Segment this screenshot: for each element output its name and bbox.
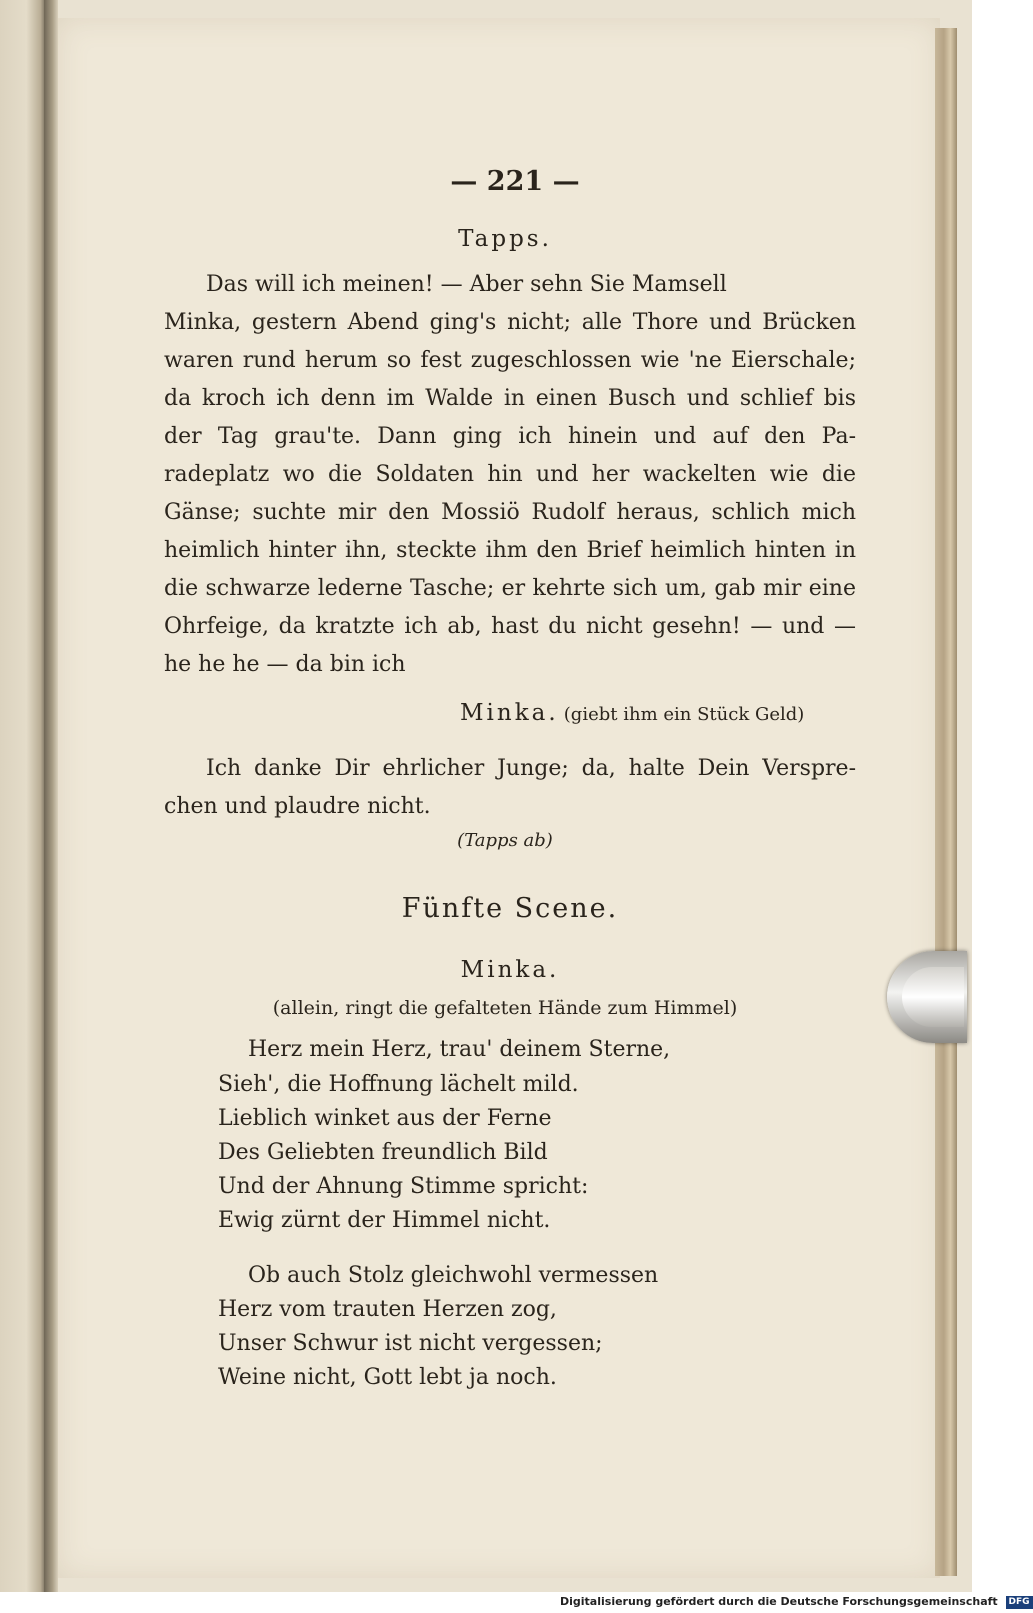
tapps-line: der Tag grau'te. Dann ging ich hinein und auf den Pa- bbox=[164, 424, 856, 449]
tapps-line: Minka, gestern Abend ging's nicht; alle Thore und Brücken bbox=[164, 310, 856, 335]
verse-line: Ob auch Stolz gleichwohl vermessen bbox=[248, 1263, 659, 1288]
tapps-line: radeplatz wo die Soldaten hin und her wackelten wie die bbox=[164, 462, 856, 487]
verse-line: Sieh', die Hoffnung lächelt mild. bbox=[218, 1072, 579, 1097]
left-page-edge bbox=[0, 0, 44, 1592]
verse-line: Herz vom trauten Herzen zog, bbox=[218, 1297, 557, 1322]
speaker-minka: Minka. bbox=[460, 957, 560, 983]
tapps-line: heimlich hinter ihn, steckte ihm den Brief heimlich hinten in bbox=[164, 538, 856, 563]
digitization-credit bbox=[560, 1595, 1030, 1613]
stage-direction-exit: (Tapps ab) bbox=[457, 830, 553, 851]
tapps-line: Gänse; suchte mir den Mossiö Rudolf heraus, schlich mich bbox=[164, 500, 856, 525]
book-gutter bbox=[44, 0, 58, 1592]
stage-direction: (giebt ihm ein Stück Geld) bbox=[563, 704, 805, 725]
verse-line: Weine nicht, Gott lebt ja noch. bbox=[218, 1365, 557, 1390]
tapps-line: waren rund herum so fest zugeschlossen wie 'ne Eierschale; bbox=[164, 348, 856, 373]
speaker-tapps: Tapps. bbox=[458, 226, 552, 252]
credit-text: Digitalisierung gefördert durch die Deutsche Forschungsgemeinschaft bbox=[560, 1595, 998, 1608]
tapps-line: Ohrfeige, da kratzte ich ab, hast du nicht gesehn! — und — bbox=[164, 614, 856, 639]
verse-line: Ewig zürnt der Himmel nicht. bbox=[218, 1208, 551, 1233]
scene-heading: Fünfte Scene. bbox=[401, 893, 619, 924]
verse-line: Und der Ahnung Stimme spricht: bbox=[218, 1174, 589, 1199]
tapps-line: die schwarze lederne Tasche; er kehrte sich um, gab mir eine bbox=[164, 576, 856, 601]
verse-line: Herz mein Herz, trau' deinem Sterne, bbox=[248, 1037, 671, 1062]
page-edges bbox=[935, 28, 957, 1576]
speaker-minka-line bbox=[460, 700, 804, 726]
verse-line: Des Geliebten freundlich Bild bbox=[218, 1140, 548, 1165]
tapps-line: he he he — da bin ich bbox=[164, 652, 406, 677]
minka-line: chen und plaudre nicht. bbox=[164, 794, 431, 819]
verse-line: Unser Schwur ist nicht vergessen; bbox=[218, 1331, 603, 1356]
page-number: — 221 — bbox=[450, 166, 580, 197]
stage-direction: (allein, ringt die gefalteten Hände zum Himmel) bbox=[272, 997, 738, 1019]
speaker-minka: Minka. bbox=[460, 700, 559, 726]
dfg-logo: DFG bbox=[1006, 1596, 1033, 1609]
tapps-line: Das will ich meinen! — Aber sehn Sie Mamsell bbox=[206, 272, 727, 297]
tapps-line: da kroch ich denn im Walde in einen Busch und schlief bis bbox=[164, 386, 856, 411]
minka-line: Ich danke Dir ehrlicher Junge; da, halte Dein Verspre- bbox=[206, 756, 856, 781]
verse-line: Lieblich winket aus der Ferne bbox=[218, 1106, 552, 1131]
